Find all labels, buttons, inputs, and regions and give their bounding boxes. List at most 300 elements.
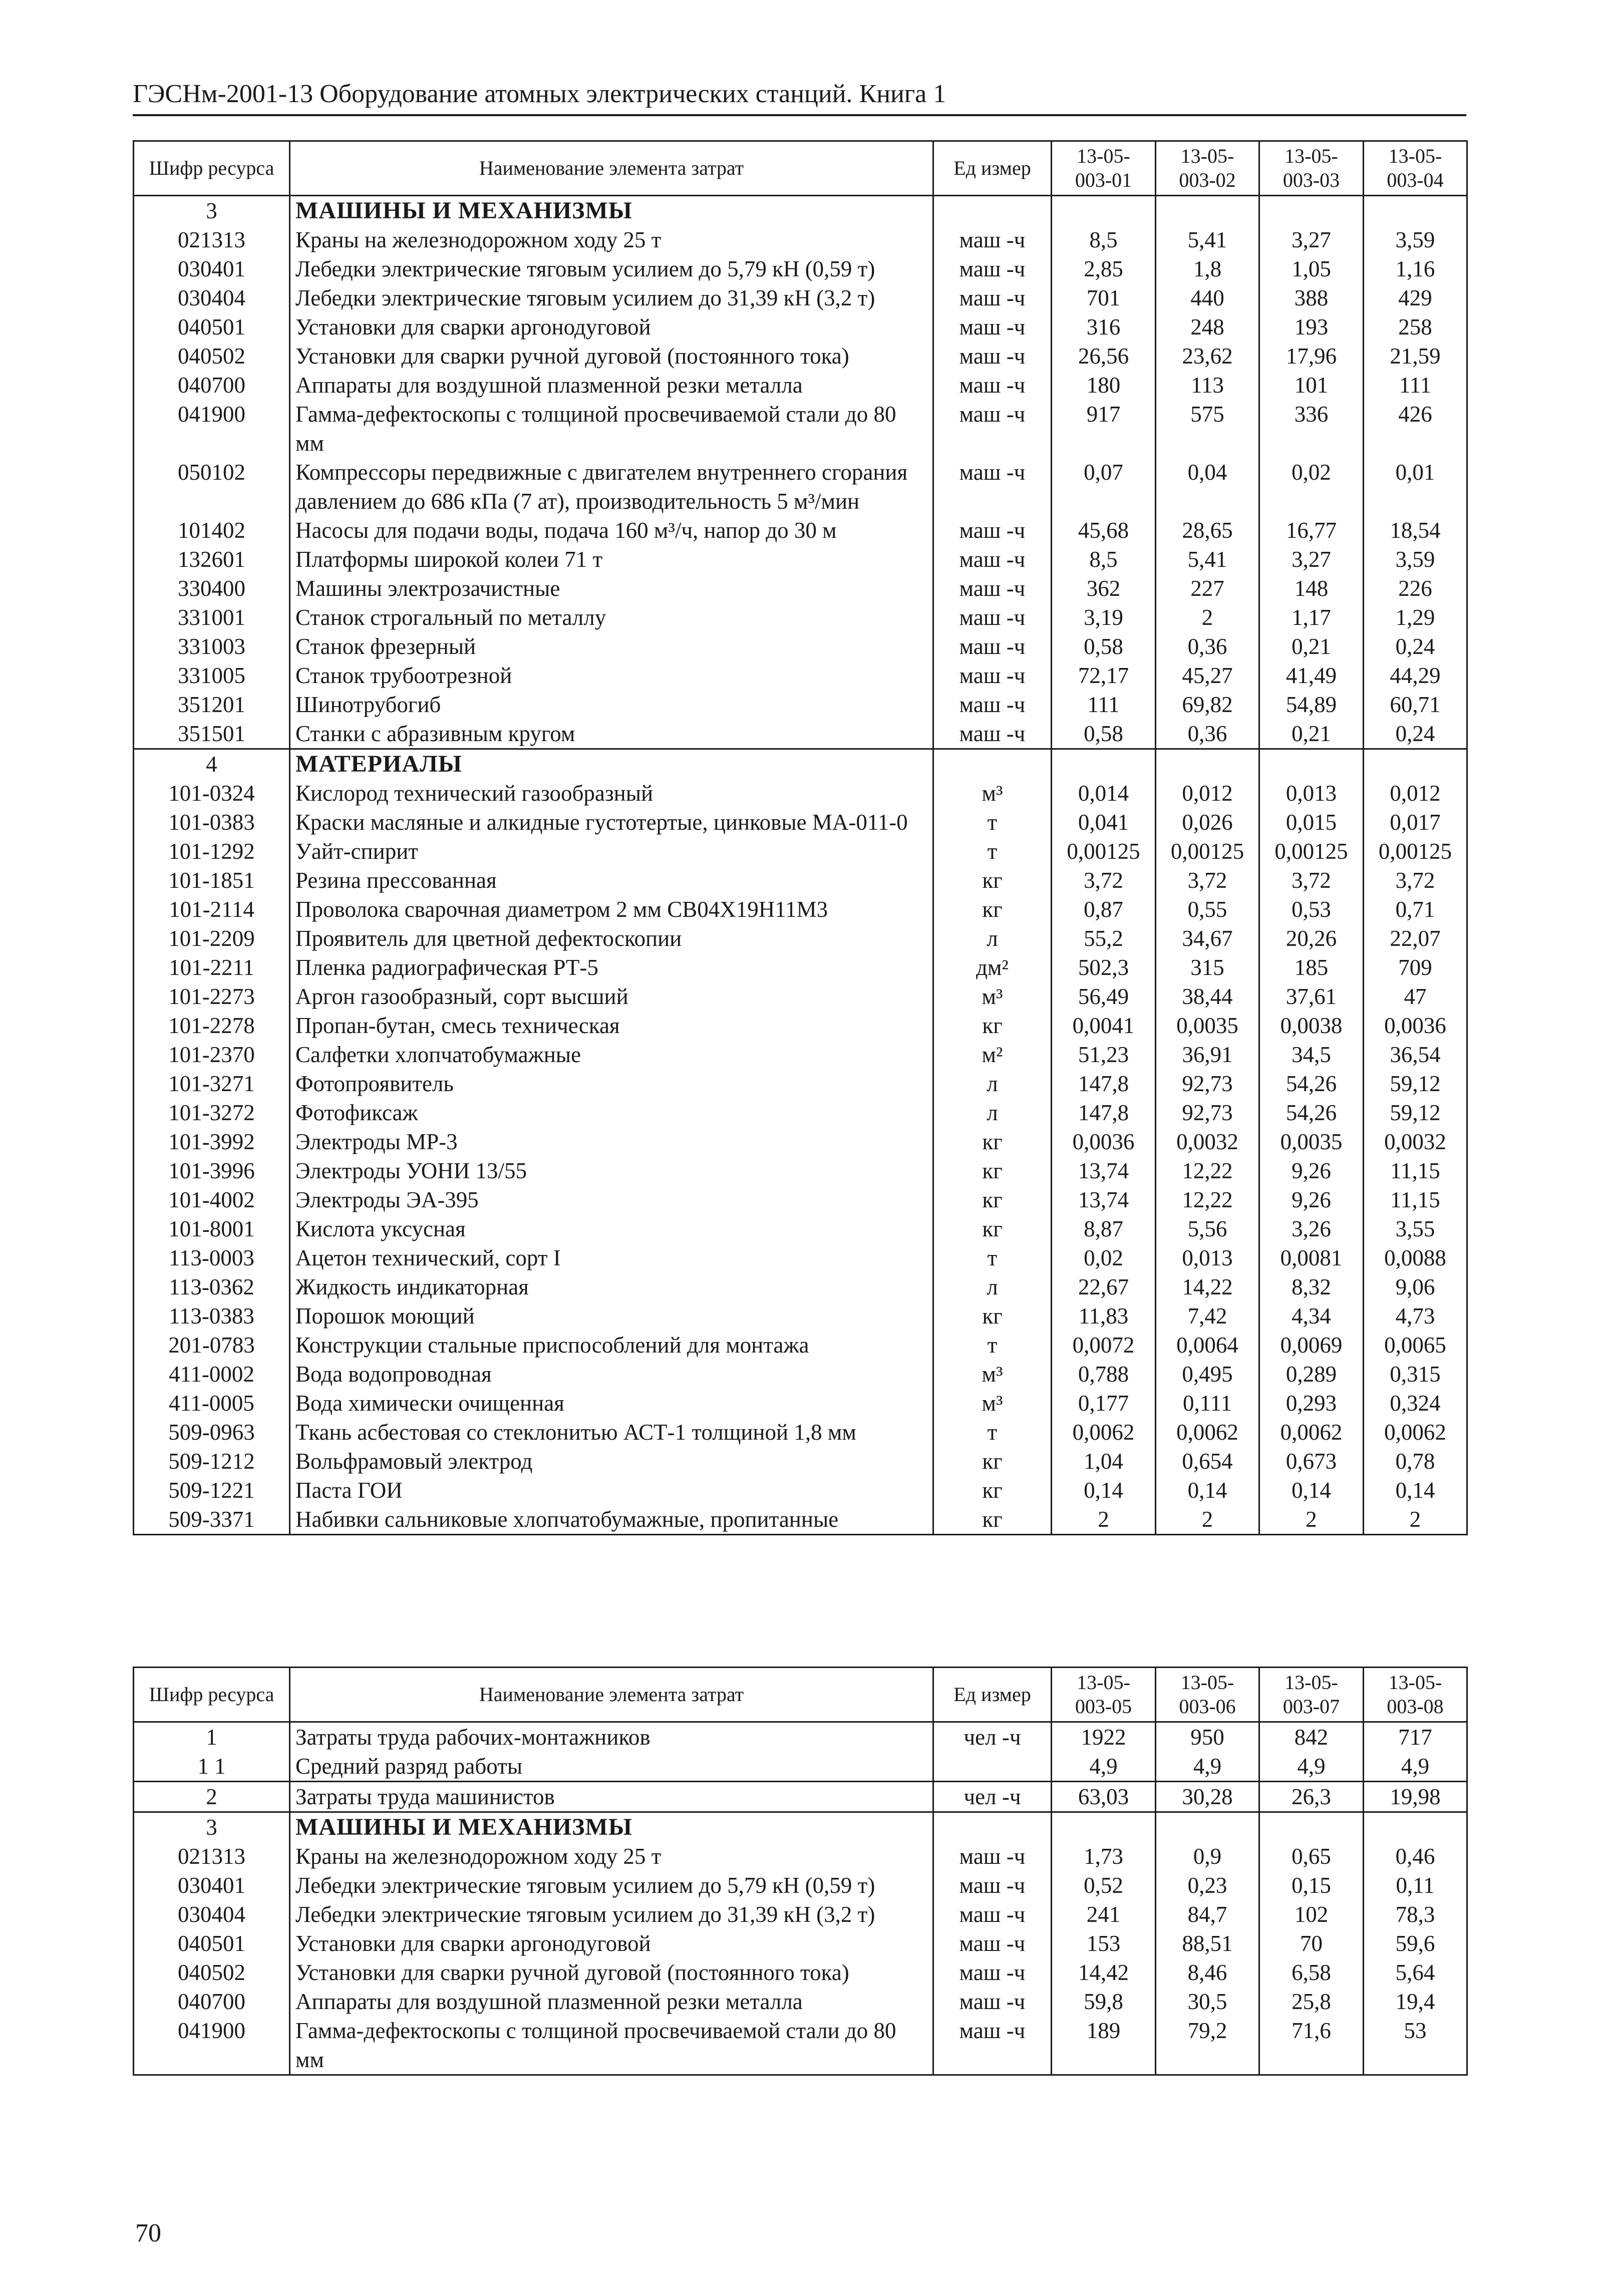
unit: кг — [933, 1505, 1052, 1535]
value-cell: 1,05 — [1259, 254, 1364, 283]
page-number: 70 — [135, 2219, 161, 2247]
resource-name: Гамма-дефектоскопы с толщиной просвечиваемой стали до 80 мм — [290, 400, 933, 458]
value-cell: 16,77 — [1259, 516, 1364, 545]
value-cell: 0,78 — [1364, 1447, 1467, 1476]
value-cell: 3,72 — [1052, 866, 1156, 895]
value-cell: 30,28 — [1156, 1782, 1259, 1812]
unit: т — [933, 1418, 1052, 1447]
unit: м³ — [933, 779, 1052, 808]
table-row — [134, 400, 1467, 458]
value-cell: 0,01 — [1364, 458, 1467, 516]
column-header: Шифр ресурса — [134, 141, 290, 196]
value-cell: 0,0081 — [1259, 1243, 1364, 1272]
value-cell: 54,26 — [1259, 1069, 1364, 1098]
resource-code: 101-3271 — [134, 1069, 290, 1098]
resource-code: 411-0005 — [134, 1389, 290, 1418]
table-row — [134, 1156, 1467, 1185]
value-cell: 0,177 — [1052, 1389, 1156, 1418]
value-cell: 28,65 — [1156, 516, 1259, 545]
value-cell: 9,26 — [1259, 1185, 1364, 1214]
value-cell: 0,289 — [1259, 1360, 1364, 1389]
section-code: 3 — [134, 1812, 290, 1842]
value-cell: 20,26 — [1259, 924, 1364, 953]
resource-code: 331001 — [134, 603, 290, 632]
value-cell: 185 — [1259, 953, 1364, 982]
table-row — [134, 312, 1467, 342]
value-cell: 0,52 — [1052, 1871, 1156, 1900]
value-cell: 44,29 — [1364, 661, 1467, 690]
resource-table-1 — [133, 140, 1468, 1535]
column-header: 13-05- 003-04 — [1364, 141, 1467, 196]
value-cell: 0,14 — [1364, 1476, 1467, 1505]
resource-name: Затраты труда рабочих-монтажников — [290, 1722, 933, 1752]
table-row — [134, 574, 1467, 603]
unit: маш -ч — [933, 2016, 1052, 2075]
value-cell: 92,73 — [1156, 1069, 1259, 1098]
resource-code: 101-2114 — [134, 895, 290, 924]
column-header: Наименование элемента затрат — [290, 1668, 933, 1722]
resource-name: Ацетон технический, сорт I — [290, 1243, 933, 1272]
column-header: 13-05- 003-02 — [1156, 141, 1259, 196]
resource-name: Набивки сальниковые хлопчатобумажные, пропитанные — [290, 1505, 933, 1535]
unit: маш -ч — [933, 545, 1052, 574]
value-cell: 0,11 — [1364, 1871, 1467, 1900]
unit: маш -ч — [933, 225, 1052, 254]
value-cell: 147,8 — [1052, 1069, 1156, 1098]
value-cell: 3,72 — [1259, 866, 1364, 895]
empty-cell — [1156, 1812, 1259, 1842]
table-row — [134, 1185, 1467, 1214]
resource-name: Краны на железнодорожном ходу 25 т — [290, 225, 933, 254]
table-row — [134, 982, 1467, 1011]
value-cell: 11,15 — [1364, 1156, 1467, 1185]
unit: маш -ч — [933, 632, 1052, 661]
resource-name: Кислота уксусная — [290, 1214, 933, 1243]
value-cell: 0,0062 — [1052, 1418, 1156, 1447]
resource-code: 330400 — [134, 574, 290, 603]
section-code: 3 — [134, 196, 290, 226]
table-row — [134, 1722, 1467, 1752]
unit — [933, 1752, 1052, 1782]
resource-name: Машины электрозачистные — [290, 574, 933, 603]
resource-name: Установки для сварки ручной дуговой (постоянного тока) — [290, 1958, 933, 1987]
unit: маш -ч — [933, 1987, 1052, 2016]
value-cell: 0,04 — [1156, 458, 1259, 516]
table-row — [134, 1040, 1467, 1069]
resource-code: 351201 — [134, 690, 290, 719]
value-cell: 0,495 — [1156, 1360, 1259, 1389]
value-cell: 4,9 — [1364, 1752, 1467, 1782]
value-cell: 55,2 — [1052, 924, 1156, 953]
resource-name: Паста ГОИ — [290, 1476, 933, 1505]
resource-code: 041900 — [134, 400, 290, 458]
unit: маш -ч — [933, 283, 1052, 312]
value-cell: 0,65 — [1259, 1842, 1364, 1871]
resource-name: Жидкость индикаторная — [290, 1272, 933, 1301]
value-cell: 13,74 — [1052, 1156, 1156, 1185]
resource-name: Аргон газообразный, сорт высший — [290, 982, 933, 1011]
resource-code: 101-2211 — [134, 953, 290, 982]
value-cell: 0,15 — [1259, 1871, 1364, 1900]
resource-code: 509-1221 — [134, 1476, 290, 1505]
resource-name: Вода химически очищенная — [290, 1389, 933, 1418]
value-cell: 60,71 — [1364, 690, 1467, 719]
unit: маш -ч — [933, 1929, 1052, 1958]
value-cell: 34,5 — [1259, 1040, 1364, 1069]
value-cell: 0,00125 — [1156, 837, 1259, 866]
resource-name: Средний разряд работы — [290, 1752, 933, 1782]
value-cell: 70 — [1259, 1929, 1364, 1958]
value-cell: 575 — [1156, 400, 1259, 458]
unit: т — [933, 1243, 1052, 1272]
unit: л — [933, 1069, 1052, 1098]
table-row — [134, 1011, 1467, 1040]
value-cell: 2,85 — [1052, 254, 1156, 283]
resource-code: 040502 — [134, 1958, 290, 1987]
resource-name: Лебедки электрические тяговым усилием до 5,79 кН (0,59 т) — [290, 254, 933, 283]
value-cell: 18,54 — [1364, 516, 1467, 545]
resource-code: 101-2370 — [134, 1040, 290, 1069]
value-cell: 72,17 — [1052, 661, 1156, 690]
value-cell: 1922 — [1052, 1722, 1156, 1752]
empty-cell — [1364, 1812, 1467, 1842]
value-cell: 47 — [1364, 982, 1467, 1011]
table-row — [134, 283, 1467, 312]
unit: маш -ч — [933, 719, 1052, 749]
unit: маш -ч — [933, 516, 1052, 545]
value-cell: 0,0032 — [1364, 1127, 1467, 1156]
unit: м² — [933, 1040, 1052, 1069]
value-cell: 0,36 — [1156, 632, 1259, 661]
table-row — [134, 1069, 1467, 1098]
value-cell: 4,9 — [1052, 1752, 1156, 1782]
empty-cell — [1156, 749, 1259, 779]
value-cell: 0,07 — [1052, 458, 1156, 516]
value-cell: 0,026 — [1156, 808, 1259, 837]
value-cell: 21,59 — [1364, 342, 1467, 371]
value-cell: 147,8 — [1052, 1098, 1156, 1127]
value-cell: 22,07 — [1364, 924, 1467, 953]
value-cell: 13,74 — [1052, 1185, 1156, 1214]
value-cell: 0,55 — [1156, 895, 1259, 924]
value-cell: 26,3 — [1259, 1782, 1364, 1812]
value-cell: 36,54 — [1364, 1040, 1467, 1069]
resource-name: Ткань асбестовая со стеклонитью АСТ-1 толщиной 1,8 мм — [290, 1418, 933, 1447]
empty-cell — [933, 196, 1052, 226]
value-cell: 6,58 — [1259, 1958, 1364, 1987]
value-cell: 226 — [1364, 574, 1467, 603]
resource-name: Проволока сварочная диаметром 2 мм СВ04Х19Н11М3 — [290, 895, 933, 924]
value-cell: 3,27 — [1259, 545, 1364, 574]
table-row — [134, 953, 1467, 982]
value-cell: 59,8 — [1052, 1987, 1156, 2016]
value-cell: 0,0036 — [1052, 1127, 1156, 1156]
table-row — [134, 225, 1467, 254]
column-header: 13-05- 003-03 — [1259, 141, 1364, 196]
resource-name: Станок трубоотрезной — [290, 661, 933, 690]
unit: маш -ч — [933, 1900, 1052, 1929]
resource-code: 331005 — [134, 661, 290, 690]
unit: маш -ч — [933, 312, 1052, 342]
value-cell: 71,6 — [1259, 2016, 1364, 2075]
section-code: 4 — [134, 749, 290, 779]
value-cell: 0,53 — [1259, 895, 1364, 924]
empty-cell — [1259, 196, 1364, 226]
resource-name: Электроды МР-3 — [290, 1127, 933, 1156]
value-cell: 59,12 — [1364, 1098, 1467, 1127]
value-cell: 14,42 — [1052, 1958, 1156, 1987]
empty-cell — [1364, 749, 1467, 779]
value-cell: 0,58 — [1052, 719, 1156, 749]
unit: кг — [933, 1301, 1052, 1331]
table-row — [134, 1871, 1467, 1900]
resource-name: Проявитель для цветной дефектоскопии — [290, 924, 933, 953]
resource-code: 030404 — [134, 283, 290, 312]
value-cell: 0,24 — [1364, 719, 1467, 749]
resource-name: Станок строгальный по металлу — [290, 603, 933, 632]
value-cell: 0,36 — [1156, 719, 1259, 749]
value-cell: 54,89 — [1259, 690, 1364, 719]
unit: маш -ч — [933, 1871, 1052, 1900]
value-cell: 111 — [1364, 371, 1467, 400]
value-cell: 0,0072 — [1052, 1331, 1156, 1360]
resource-name: Затраты труда машинистов — [290, 1782, 933, 1812]
section-row — [134, 196, 1467, 226]
table-row — [134, 1929, 1467, 1958]
unit: кг — [933, 1156, 1052, 1185]
unit: м³ — [933, 1360, 1052, 1389]
value-cell: 0,041 — [1052, 808, 1156, 837]
resource-code: 101-2273 — [134, 982, 290, 1011]
table-row — [134, 1447, 1467, 1476]
value-cell: 0,00125 — [1259, 837, 1364, 866]
value-cell: 148 — [1259, 574, 1364, 603]
resource-code: 101-1292 — [134, 837, 290, 866]
value-cell: 12,22 — [1156, 1185, 1259, 1214]
value-cell: 180 — [1052, 371, 1156, 400]
resource-code: 101-3992 — [134, 1127, 290, 1156]
table-row — [134, 1127, 1467, 1156]
table-row — [134, 1842, 1467, 1871]
resource-name: Платформы широкой колеи 71 т — [290, 545, 933, 574]
value-cell: 14,22 — [1156, 1272, 1259, 1301]
value-cell: 78,3 — [1364, 1900, 1467, 1929]
value-cell: 51,23 — [1052, 1040, 1156, 1069]
value-cell: 101 — [1259, 371, 1364, 400]
table-row — [134, 458, 1467, 516]
table-row — [134, 342, 1467, 371]
value-cell: 0,293 — [1259, 1389, 1364, 1418]
value-cell: 12,22 — [1156, 1156, 1259, 1185]
value-cell: 0,0062 — [1156, 1418, 1259, 1447]
value-cell: 0,012 — [1156, 779, 1259, 808]
value-cell: 0,0069 — [1259, 1331, 1364, 1360]
empty-cell — [1259, 749, 1364, 779]
table-row — [134, 779, 1467, 808]
value-cell: 0,87 — [1052, 895, 1156, 924]
resource-name: Гамма-дефектоскопы с толщиной просвечиваемой стали до 80 мм — [290, 2016, 933, 2075]
value-cell: 113 — [1156, 371, 1259, 400]
value-cell: 26,56 — [1052, 342, 1156, 371]
unit: кг — [933, 1127, 1052, 1156]
value-cell: 11,83 — [1052, 1301, 1156, 1331]
resource-code: 509-3371 — [134, 1505, 290, 1535]
value-cell: 0,0065 — [1364, 1331, 1467, 1360]
resource-name: Электроды УОНИ 13/55 — [290, 1156, 933, 1185]
value-cell: 917 — [1052, 400, 1156, 458]
resource-code: 509-0963 — [134, 1418, 290, 1447]
value-cell: 1,8 — [1156, 254, 1259, 283]
value-cell: 0,0035 — [1259, 1127, 1364, 1156]
resource-code: 2 — [134, 1782, 290, 1812]
table-header-row — [134, 141, 1467, 196]
resource-name: Лебедки электрические тяговым усилием до 31,39 кН (3,2 т) — [290, 283, 933, 312]
value-cell: 0,00125 — [1364, 837, 1467, 866]
value-cell: 11,15 — [1364, 1185, 1467, 1214]
section-title: МАШИНЫ И МЕХАНИЗМЫ — [290, 196, 933, 226]
value-cell: 19,4 — [1364, 1987, 1467, 2016]
table-row — [134, 1389, 1467, 1418]
table-row — [134, 1476, 1467, 1505]
resource-code: 030401 — [134, 254, 290, 283]
value-cell: 102 — [1259, 1900, 1364, 1929]
value-cell: 0,21 — [1259, 719, 1364, 749]
value-cell: 3,26 — [1259, 1214, 1364, 1243]
value-cell: 0,00125 — [1052, 837, 1156, 866]
resource-code: 040700 — [134, 1987, 290, 2016]
table-row — [134, 1243, 1467, 1272]
empty-cell — [933, 749, 1052, 779]
value-cell: 0,58 — [1052, 632, 1156, 661]
resource-name: Краски масляные и алкидные густотертые, цинковые МА-011-0 — [290, 808, 933, 837]
unit: маш -ч — [933, 661, 1052, 690]
resource-name: Вода водопроводная — [290, 1360, 933, 1389]
value-cell: 54,26 — [1259, 1098, 1364, 1127]
value-cell: 59,6 — [1364, 1929, 1467, 1958]
resource-code: 030401 — [134, 1871, 290, 1900]
value-cell: 4,34 — [1259, 1301, 1364, 1331]
table-row — [134, 1752, 1467, 1782]
value-cell: 8,32 — [1259, 1272, 1364, 1301]
section-title: МАТЕРИАЛЫ — [290, 749, 933, 779]
unit: м³ — [933, 1389, 1052, 1418]
table-header-row — [134, 1668, 1467, 1722]
resource-code: 113-0362 — [134, 1272, 290, 1301]
unit: маш -ч — [933, 458, 1052, 516]
table-row — [134, 690, 1467, 719]
unit: маш -ч — [933, 603, 1052, 632]
unit: л — [933, 924, 1052, 953]
column-header: Шифр ресурса — [134, 1668, 290, 1722]
value-cell: 63,03 — [1052, 1782, 1156, 1812]
value-cell: 1,17 — [1259, 603, 1364, 632]
value-cell: 5,41 — [1156, 545, 1259, 574]
value-cell: 227 — [1156, 574, 1259, 603]
value-cell: 3,59 — [1364, 225, 1467, 254]
value-cell: 426 — [1364, 400, 1467, 458]
value-cell: 842 — [1259, 1722, 1364, 1752]
unit: кг — [933, 1214, 1052, 1243]
resource-name: Установки для сварки аргонодуговой — [290, 1929, 933, 1958]
value-cell: 84,7 — [1156, 1900, 1259, 1929]
unit: кг — [933, 866, 1052, 895]
value-cell: 56,49 — [1052, 982, 1156, 1011]
value-cell: 0,14 — [1052, 1476, 1156, 1505]
table-row — [134, 1214, 1467, 1243]
value-cell: 69,82 — [1156, 690, 1259, 719]
unit: маш -ч — [933, 342, 1052, 371]
unit: дм² — [933, 953, 1052, 982]
value-cell: 153 — [1052, 1929, 1156, 1958]
value-cell: 0,02 — [1052, 1243, 1156, 1272]
resource-name: Установки для сварки аргонодуговой — [290, 312, 933, 342]
value-cell: 0,315 — [1364, 1360, 1467, 1389]
value-cell: 0,0062 — [1364, 1418, 1467, 1447]
column-header: 13-05- 003-05 — [1052, 1668, 1156, 1722]
resource-name: Лебедки электрические тяговым усилием до 31,39 кН (3,2 т) — [290, 1900, 933, 1929]
resource-code: 041900 — [134, 2016, 290, 2075]
value-cell: 1,29 — [1364, 603, 1467, 632]
value-cell: 8,87 — [1052, 1214, 1156, 1243]
value-cell: 0,21 — [1259, 632, 1364, 661]
unit: кг — [933, 1185, 1052, 1214]
value-cell: 2 — [1156, 1505, 1259, 1535]
value-cell: 316 — [1052, 312, 1156, 342]
resource-name: Электроды ЭА-395 — [290, 1185, 933, 1214]
unit: кг — [933, 1447, 1052, 1476]
resource-code: 113-0003 — [134, 1243, 290, 1272]
table-row — [134, 516, 1467, 545]
table-row — [134, 895, 1467, 924]
unit: маш -ч — [933, 690, 1052, 719]
unit: маш -ч — [933, 1842, 1052, 1871]
section-title: МАШИНЫ И МЕХАНИЗМЫ — [290, 1812, 933, 1842]
column-header: 13-05- 003-06 — [1156, 1668, 1259, 1722]
value-cell: 0,673 — [1259, 1447, 1364, 1476]
value-cell: 0,654 — [1156, 1447, 1259, 1476]
value-cell: 0,46 — [1364, 1842, 1467, 1871]
resource-code: 101402 — [134, 516, 290, 545]
table-row — [134, 837, 1467, 866]
unit: л — [933, 1098, 1052, 1127]
table-row — [134, 1958, 1467, 1987]
resource-name: Порошок моющий — [290, 1301, 933, 1331]
resource-code: 040501 — [134, 1929, 290, 1958]
resource-code: 101-8001 — [134, 1214, 290, 1243]
value-cell: 4,73 — [1364, 1301, 1467, 1331]
resource-name: Шинотрубогиб — [290, 690, 933, 719]
value-cell: 45,27 — [1156, 661, 1259, 690]
table-row — [134, 1418, 1467, 1447]
value-cell: 3,55 — [1364, 1214, 1467, 1243]
value-cell: 701 — [1052, 283, 1156, 312]
resource-code: 030404 — [134, 1900, 290, 1929]
value-cell: 0,111 — [1156, 1389, 1259, 1418]
value-cell: 4,9 — [1259, 1752, 1364, 1782]
value-cell: 79,2 — [1156, 2016, 1259, 2075]
column-header: Ед измер — [933, 141, 1052, 196]
resource-code: 101-1851 — [134, 866, 290, 895]
resource-code: 351501 — [134, 719, 290, 749]
section-row — [134, 749, 1467, 779]
value-cell: 950 — [1156, 1722, 1259, 1752]
value-cell: 7,42 — [1156, 1301, 1259, 1331]
value-cell: 3,19 — [1052, 603, 1156, 632]
value-cell: 5,41 — [1156, 225, 1259, 254]
resource-name: Краны на железнодорожном ходу 25 т — [290, 1842, 933, 1871]
value-cell: 0,0088 — [1364, 1243, 1467, 1272]
table-row — [134, 1301, 1467, 1331]
